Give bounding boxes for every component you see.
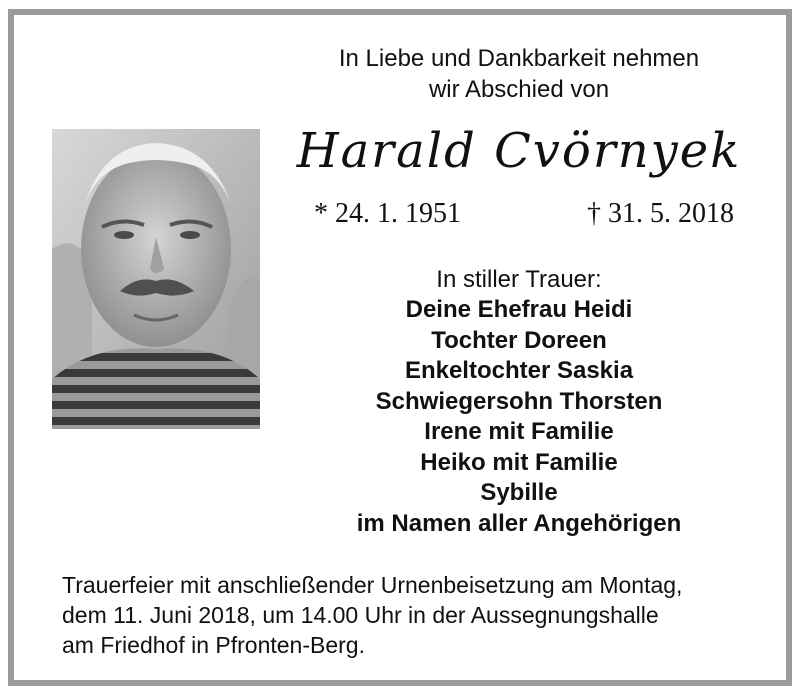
mourner-item: Deine Ehefrau Heidi [405, 296, 633, 323]
mourners-list [264, 295, 774, 539]
intro-text [264, 43, 774, 105]
obituary-notice [8, 9, 792, 686]
mourner-item: Schwiegersohn Thorsten [375, 387, 663, 415]
portrait-photo [52, 129, 260, 429]
birth-date: * 24. 1. 1951 [314, 198, 461, 229]
life-dates [314, 197, 734, 231]
mourner-item: Sybille [480, 479, 558, 506]
mourner-item: Enkeltochter Saskia [404, 357, 634, 384]
mourner-item: Tochter Doreen [431, 326, 607, 354]
mourner-item: im Namen aller Angehörigen [356, 509, 682, 537]
ceremony-line-1: Trauerfeier mit anschließender Urnenbeisetzung am Montag, [62, 572, 683, 598]
deceased-name: Harald Cvörnyek [296, 123, 742, 179]
mourning-title: In stiller Trauer: [436, 266, 602, 293]
mourner-item: Heiko mit Familie [420, 448, 618, 476]
intro-line-1: In Liebe und Dankbarkeit nehmen [338, 45, 700, 72]
intro-line-2: wir Abschied von [428, 76, 610, 103]
ceremony-info [62, 570, 782, 660]
mourner-item: Irene mit Familie [424, 418, 614, 445]
ceremony-line-2: dem 11. Juni 2018, um 14.00 Uhr in der Aussegnungshalle [62, 602, 659, 628]
death-date: † 31. 5. 2018 [587, 198, 734, 229]
ceremony-line-3: am Friedhof in Pfronten-Berg. [62, 632, 365, 658]
